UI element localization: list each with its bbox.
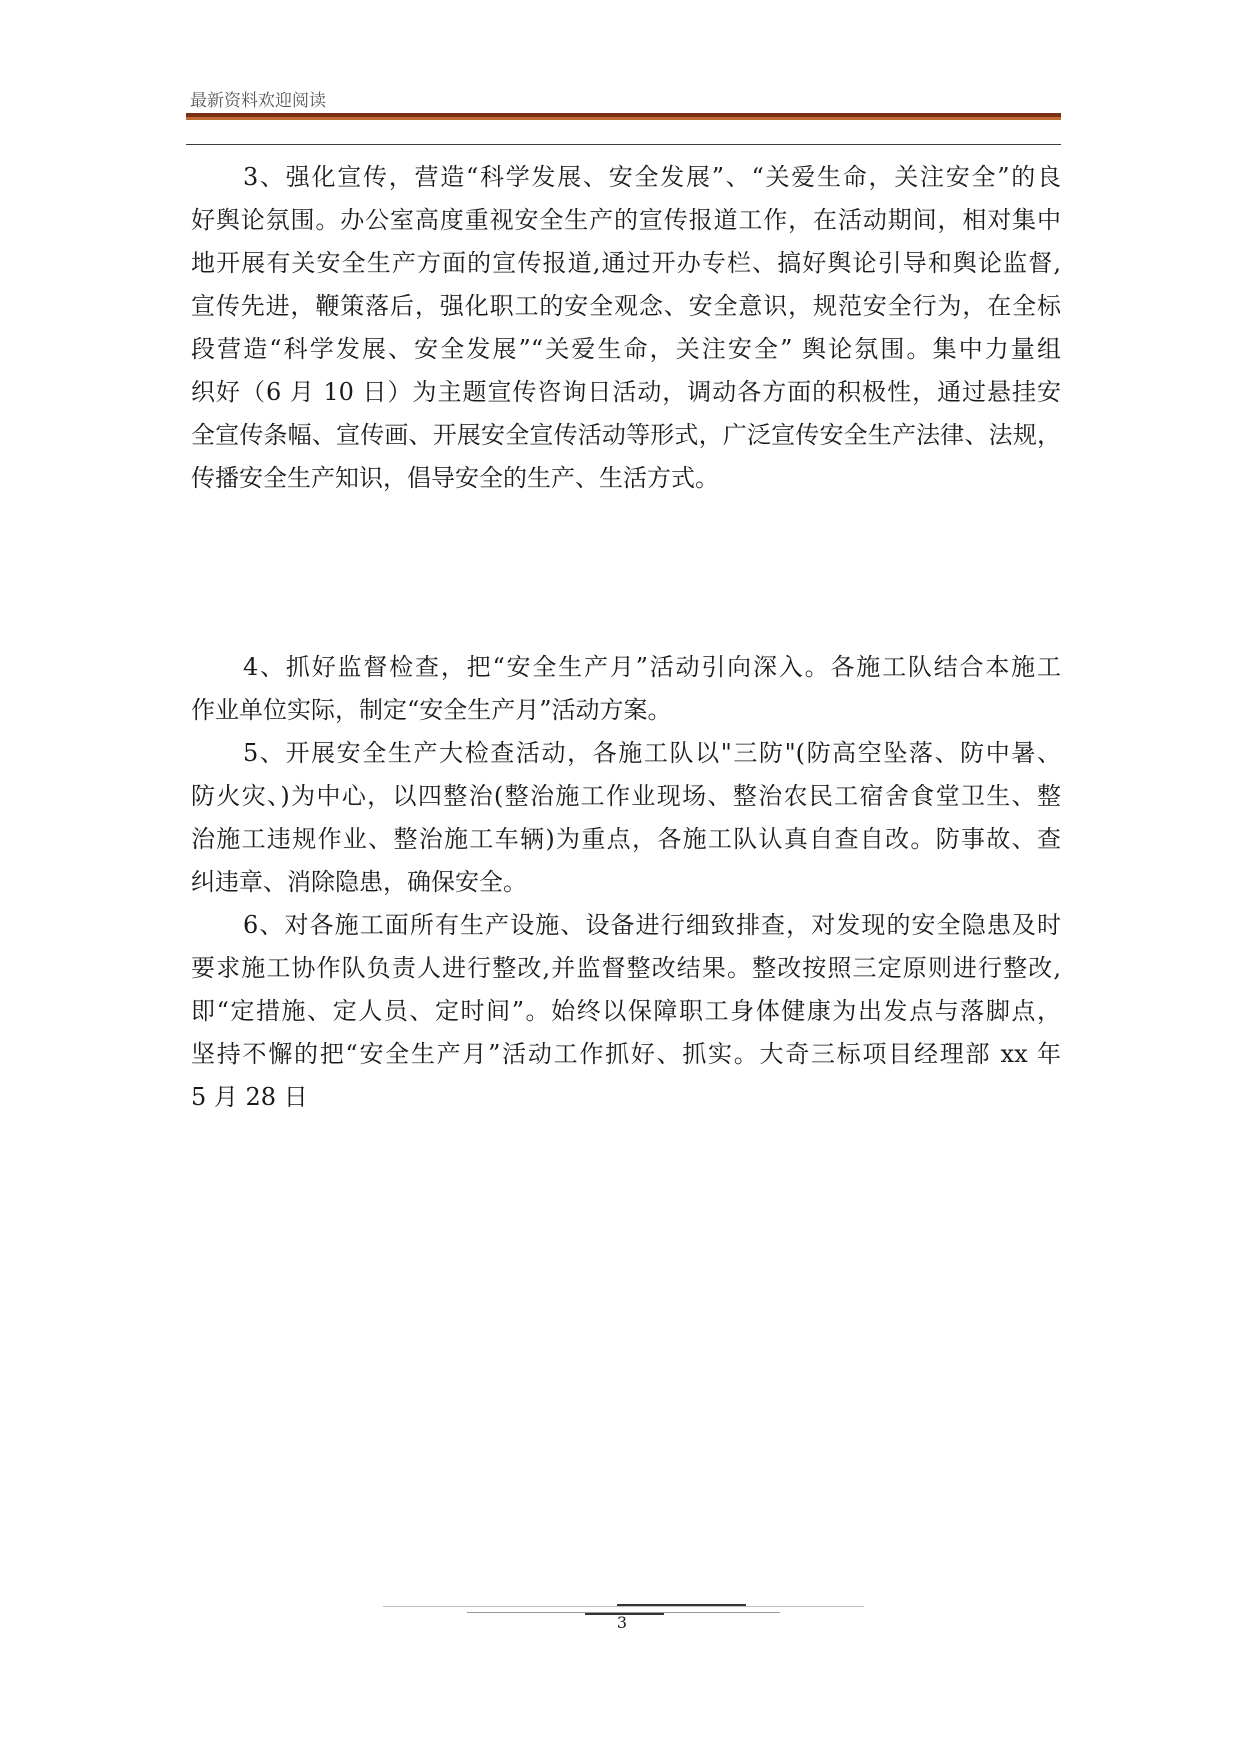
body-line: 3、强化宣传，营造“科学发展、安全发展”、“关爱生命，关注安全”的良 [243, 163, 1061, 191]
header-title: 最新资料欢迎阅读 [190, 91, 326, 111]
paragraph-2 [191, 646, 1061, 732]
body-line: 5、开展安全生产大检查活动，各施工队以"三防"(防高空坠落、防中暑、 [243, 739, 1061, 767]
body-line: 4、抓好监督检查，把“安全生产月”活动引向深入。各施工队结合本施工 [243, 653, 1061, 681]
page-number: 3 [616, 1613, 628, 1632]
body-line: 传播安全生产知识，倡导安全的生产、生活方式。 [191, 464, 719, 492]
header-rule-accent [186, 117, 1061, 120]
body-line: 要求施工协作队负责人进行整改,并监督整改结果。整改按照三定原则进行整改, [191, 954, 1061, 982]
body-line: 防火灾、)为中心，以四整治(整治施工作业现场、整治农民工宿舍食堂卫生、整 [191, 782, 1061, 810]
body-line: 纠违章、消除隐患，确保安全。 [191, 868, 527, 896]
body-block-lower [191, 646, 1061, 1119]
body-line: 段营造“科学发展、安全发展”“关爱生命，关注安全” 舆论氛围。集中力量组 [191, 335, 1061, 363]
footer-rule-accent [617, 1604, 746, 1606]
body-line: 即“定措施、定人员、定时间”。始终以保障职工身体健康为出发点与落脚点， [191, 997, 1061, 1025]
body-line: 作业单位实际，制定“安全生产月”活动方案。 [191, 696, 672, 724]
body-line: 地开展有关安全生产方面的宣传报道,通过开办专栏、搞好舆论引导和舆论监督, [191, 249, 1061, 277]
body-line: 宣传先进，鞭策落后，强化职工的安全观念、安全意识，规范安全行为，在全标 [191, 292, 1061, 320]
paragraph-3 [191, 732, 1061, 904]
body-line: 全宣传条幅、宣传画、开展安全宣传活动等形式，广泛宣传安全生产法律、法规， [191, 421, 1061, 449]
header-rule-thin [186, 144, 1061, 145]
footer-rule [383, 1606, 864, 1607]
paragraph-4 [191, 904, 1061, 1119]
body-line: 好舆论氛围。办公室高度重视安全生产的宣传报道工作，在活动期间，相对集中 [191, 206, 1061, 234]
body-line: 治施工违规作业、整治施工车辆)为重点，各施工队认真自查自改。防事故、查 [191, 825, 1061, 853]
paragraph-1 [191, 156, 1061, 500]
body-line: 5 月 28 日 [191, 1083, 308, 1111]
body-block-upper [191, 156, 1061, 500]
body-line: 坚持不懈的把“安全生产月”活动工作抓好、抓实。大奇三标项目经理部 xx 年 [191, 1040, 1061, 1068]
body-line: 6、对各施工面所有生产设施、设备进行细致排查，对发现的安全隐患及时 [243, 911, 1061, 939]
body-line: 织好（6 月 10 日）为主题宣传咨询日活动，调动各方面的积极性，通过悬挂安 [191, 378, 1061, 406]
